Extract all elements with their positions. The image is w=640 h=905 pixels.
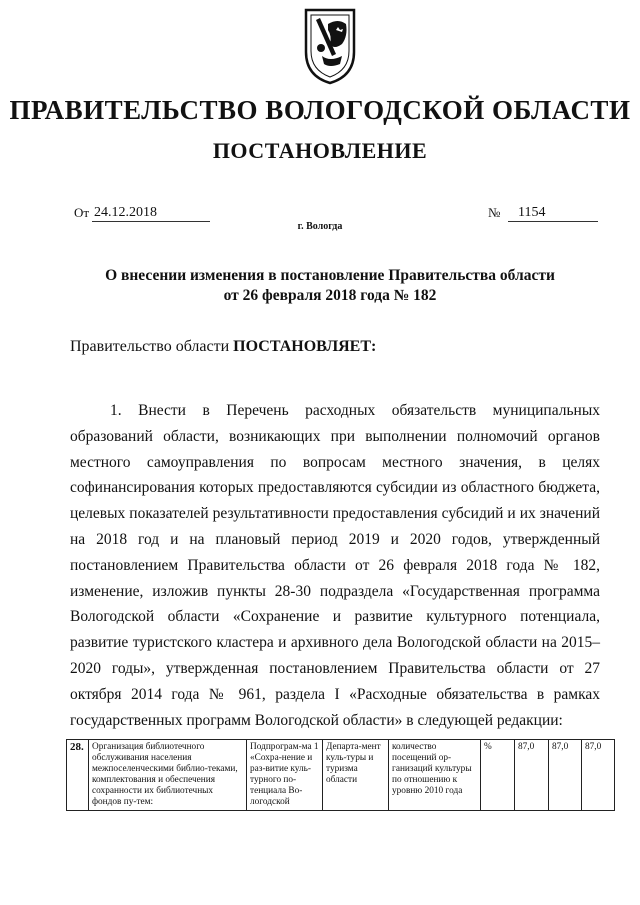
date-prefix: От <box>74 205 90 220</box>
decree-verb: ПОСТАНОВЛЯЕТ: <box>233 338 377 355</box>
government-title: ПРАВИТЕЛЬСТВО ВОЛОГОДСКОЙ ОБЛАСТИ <box>9 95 631 125</box>
document-subject <box>90 266 570 306</box>
document-date: 24.12.2018 <box>92 205 210 222</box>
row-department: Департа-мент куль-туры и туризма области <box>323 740 389 811</box>
row-value-2018: 87,0 <box>515 740 549 811</box>
obligations-table <box>66 739 615 811</box>
city-label: г. Вологда <box>297 221 343 232</box>
row-value-2019: 87,0 <box>549 740 582 811</box>
row-value-2020: 87,0 <box>582 740 615 811</box>
decree-statement <box>70 338 376 356</box>
subject-line-2: от 26 февраля 2018 года № 182 <box>223 287 437 304</box>
table-row <box>67 740 615 811</box>
coat-of-arms-icon <box>302 6 358 86</box>
row-number: 28. <box>67 740 89 811</box>
body-paragraph-1: 1. Внести в Перечень расходных обязательств муниципальных образований области, возникающих при выполнении полномочий органов местного самоуправления по вопросам местного значения, в целях софинансирования которых предоставляются субсидии из областного бюджета, целевых показателей результативности предоставления субсидий и их значений на 2018 год и на плановый период 2019 и 2020 годов, утвержденный постановлением Правительства области от 26 февраля 2018 года № 182, изменение, изложив пункты 28-30 подраздела «Государственная программа Вологодской области «Сохранение и развитие культурного потенциала, развитие туристского кластера и архивного дела Вологодской области на 2015–2020 годы», утвержденная постановлением Правительства области от 27 октября 2014 года № 961, раздела I «Расходные обязательства в рамках государственных программ Вологодской области» в следующей редакции: <box>70 402 600 729</box>
row-indicator: количество посещений ор-ганизаций культуры по отношению к уровню 2010 года <box>389 740 481 811</box>
row-unit: % <box>481 740 515 811</box>
row-program: Подпрограм-ма 1 «Сохра-нение и раз-витие куль-турного по-тенциала Во-логодской <box>247 740 323 811</box>
number-prefix: № <box>488 205 501 220</box>
row-obligation: Организация библиотечного обслуживания населения межпоселенческими библио-теками, комплектования и обеспечения сохранности их библиотечных фондов пу-тем: <box>89 740 247 811</box>
document-type: ПОСТАНОВЛЕНИЕ <box>212 138 428 163</box>
subject-line-1: О внесении изменения в постановление Правительства области <box>105 267 555 284</box>
document-number: 1154 <box>508 205 598 222</box>
decree-lead: Правительство области <box>70 338 234 355</box>
